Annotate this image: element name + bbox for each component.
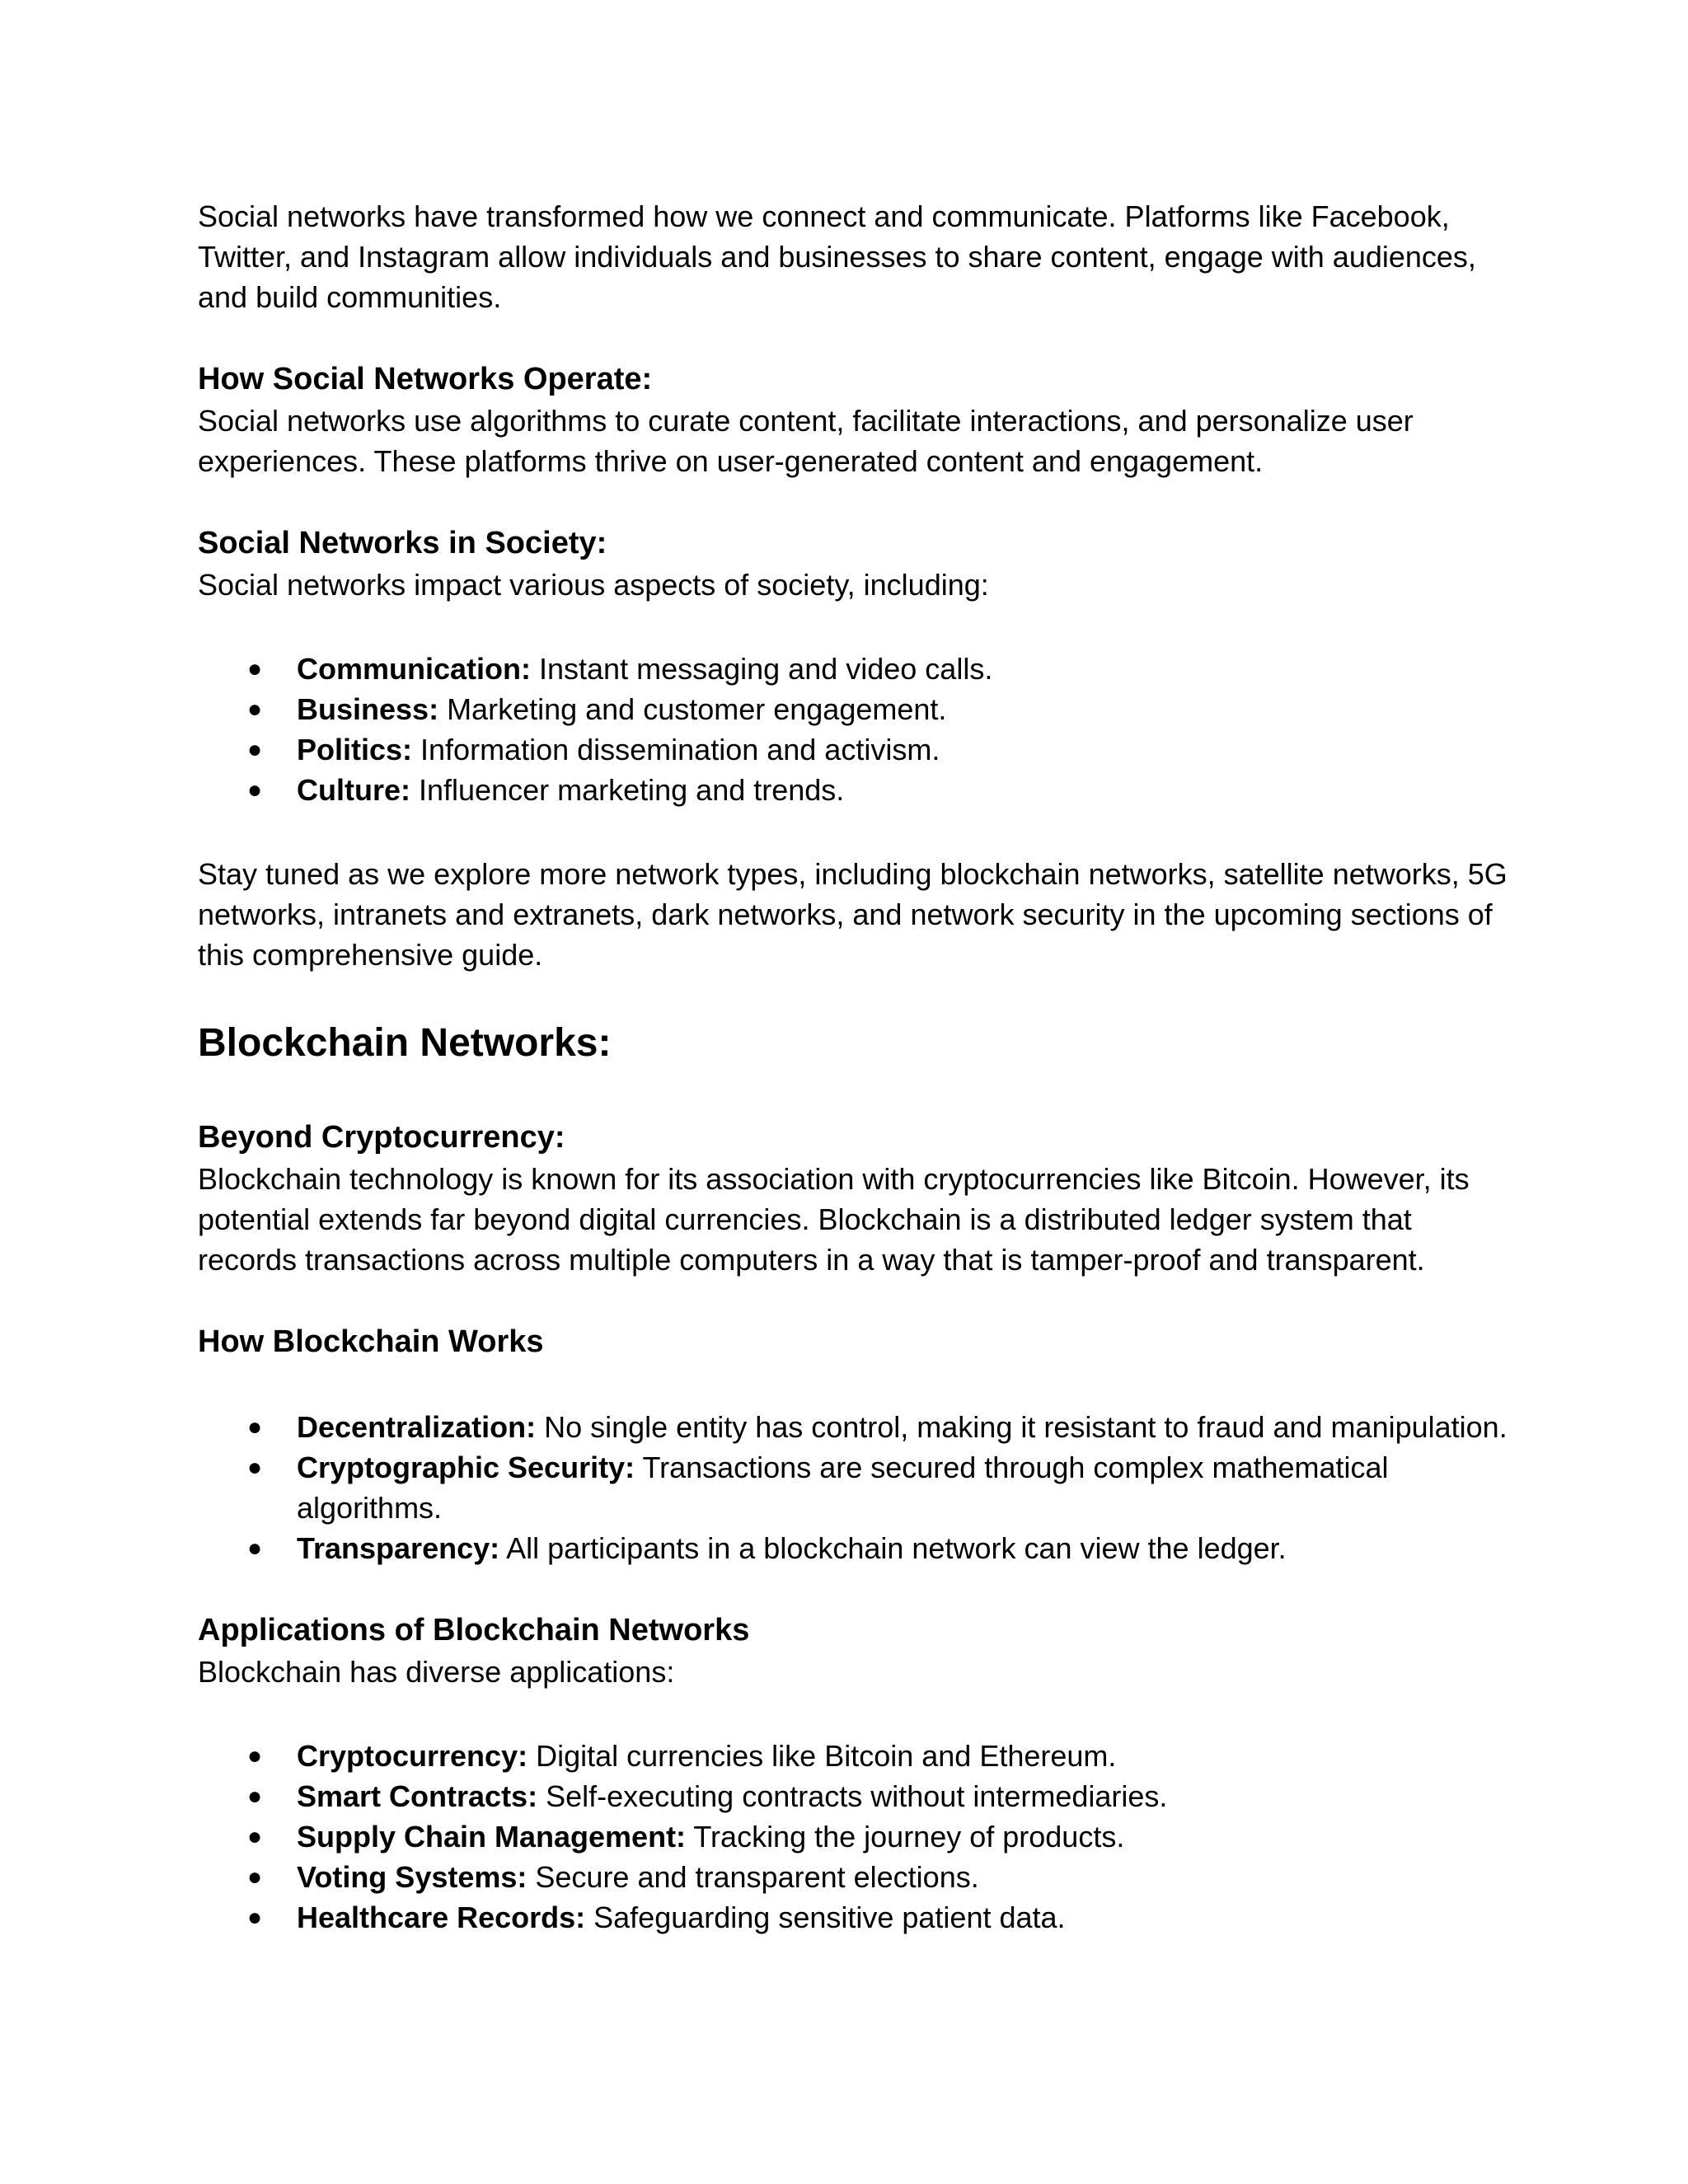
list-item-desc: Instant messaging and video calls. [531, 652, 993, 686]
list-item-term: Cryptocurrency: [297, 1739, 528, 1773]
list-item [198, 1736, 1517, 1776]
list-item-term: Politics: [297, 733, 413, 766]
list-item-desc: Information dissemination and activism. [412, 733, 940, 766]
operate-paragraph: Social networks use algorithms to curate content, facilitate interactions, and personalize user experiences. These platforms thrive on user-generated content and engagement. [198, 404, 1414, 478]
bullet-icon: ● [247, 1783, 263, 1810]
list-item [198, 1776, 1517, 1816]
list-item-desc: Influencer marketing and trends. [410, 773, 845, 807]
list-item-term: Decentralization: [297, 1410, 537, 1444]
document-page [198, 196, 1517, 1938]
bullet-icon: ● [247, 696, 263, 723]
list-item-term: Supply Chain Management: [297, 1820, 687, 1854]
stay-tuned-paragraph: Stay tuned as we explore more network types, including blockchain networks, satellite networks, 5G networks, intranets and extranets, dark networks, and network security in the upcoming sections of this comprehensive guide. [198, 857, 1507, 972]
list-item [198, 1897, 1517, 1938]
list-item [198, 1528, 1517, 1568]
applications-list [198, 1736, 1517, 1938]
applications-paragraph: Blockchain has diverse applications: [198, 1655, 675, 1689]
list-item [198, 729, 1517, 770]
bullet-icon: ● [247, 1863, 263, 1891]
list-item-term: Communication: [297, 652, 531, 686]
list-item-desc: Tracking the journey of products. [686, 1820, 1125, 1854]
list-item [198, 1816, 1517, 1857]
society-heading: Social Networks in Society: [198, 526, 607, 560]
blockchain-section-title: Blockchain Networks: [198, 1021, 612, 1065]
bullet-icon: ● [247, 1904, 263, 1931]
list-item-desc: No single entity has control, making it resistant to fraud and manipulation. [536, 1410, 1507, 1444]
list-item [198, 1407, 1517, 1447]
list-item-desc: Self-executing contracts without intermediaries. [537, 1779, 1168, 1813]
list-item-term: Smart Contracts: [297, 1779, 538, 1813]
list-item-desc: Safeguarding sensitive patient data. [585, 1900, 1066, 1934]
bullet-icon: ● [247, 1454, 263, 1481]
applications-heading: Applications of Blockchain Networks [198, 1613, 750, 1647]
list-item [198, 770, 1517, 810]
list-item-term: Cryptographic Security: [297, 1451, 635, 1484]
bullet-icon: ● [247, 1823, 263, 1850]
beyond-paragraph: Blockchain technology is known for its association with cryptocurrencies like Bitcoin. However, its potential extends far beyond digital currencies. Blockchain is a distributed ledger system that records transactions across multiple computers in a way that is tamper-proof and transparent. [198, 1162, 1470, 1277]
bullet-icon: ● [247, 1742, 263, 1769]
intro-paragraph: Social networks have transformed how we connect and communicate. Platforms like Facebook, Twitter, and Instagram allow individuals and businesses to share content, engage with audiences, and build communities. [198, 199, 1476, 314]
list-item-desc: Transactions are secured through complex mathematical algorithms. [297, 1451, 1389, 1525]
bullet-icon: ● [247, 776, 263, 804]
list-item [198, 689, 1517, 729]
list-item-term: Business: [297, 692, 439, 726]
list-item-desc: All participants in a blockchain network can view the ledger. [499, 1531, 1287, 1565]
list-item-term: Transparency: [297, 1531, 500, 1565]
bullet-icon: ● [247, 1535, 263, 1562]
society-paragraph: Social networks impact various aspects of society, including: [198, 568, 989, 602]
list-item-term: Culture: [297, 773, 410, 807]
society-list [198, 649, 1517, 810]
list-item [198, 1857, 1517, 1897]
list-item-desc: Marketing and customer engagement. [438, 692, 947, 726]
list-item [198, 1447, 1517, 1528]
works-heading: How Blockchain Works [198, 1324, 544, 1359]
list-item-term: Healthcare Records: [297, 1900, 586, 1934]
list-item-desc: Digital currencies like Bitcoin and Ethereum. [528, 1739, 1117, 1773]
bullet-icon: ● [247, 736, 263, 763]
bullet-icon: ● [247, 1413, 263, 1441]
list-item-term: Voting Systems: [297, 1860, 528, 1894]
operate-heading: How Social Networks Operate: [198, 362, 653, 396]
works-list [198, 1407, 1517, 1568]
bullet-icon: ● [247, 655, 263, 682]
list-item-desc: Secure and transparent elections. [527, 1860, 979, 1894]
list-item [198, 649, 1517, 689]
beyond-heading: Beyond Cryptocurrency: [198, 1120, 565, 1155]
